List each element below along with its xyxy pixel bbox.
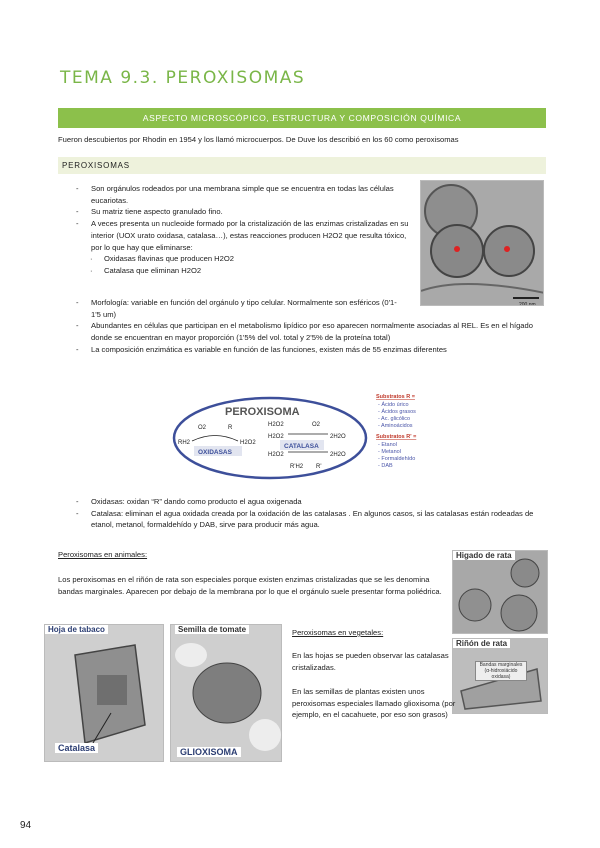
sub-list-item: · Catalasa que eliminan H2O2 xyxy=(76,265,412,277)
label-oxidasas: OXIDASAS xyxy=(198,449,232,456)
subs-r-item: - Aminoácidos xyxy=(378,423,413,429)
page-title: TEMA 9.3. PEROXISOMAS xyxy=(60,68,306,88)
glioxisoma-label: GLIOXISOMA xyxy=(177,747,241,757)
sub-list-item: · Oxidasas flavinas que producen H2O2 xyxy=(76,253,412,265)
subs-rp-title: Substratos R' = xyxy=(376,434,417,440)
label-h2o2: H2O2 xyxy=(268,422,284,428)
subs-r-title: Substratos R = xyxy=(376,394,415,400)
label-r: R xyxy=(228,425,233,431)
label-rh2: RH2 xyxy=(178,440,191,446)
plants-paragraph-1: En las hojas se pueden observar las catalasas cristalizadas. xyxy=(292,651,449,672)
list-item: - Abundantes en células que participan en el metabolismo lipídico por eso aparecen normalmente asociadas al REL. Es en el hígado donde se encuentran en mayor proporción (1'5% del vol. total y 2'5% de la proteína total) xyxy=(76,320,548,343)
scale-label: 200 nm xyxy=(519,302,536,306)
micrograph-tabaco xyxy=(44,624,164,762)
bandas-label: Bandas marginales (α-hidroxiácido oxidasa) xyxy=(475,661,527,681)
subs-rp-item: - Etanol xyxy=(378,442,397,448)
label-h2o2: H2O2 xyxy=(268,452,284,458)
micrograph-tomate xyxy=(170,624,282,762)
list-item: - Son orgánulos rodeados por una membrana simple que se encuentra en todas las células eucariotas. xyxy=(76,183,412,206)
animals-heading: Peroxisomas en animales: xyxy=(58,550,148,559)
page-number: 94 xyxy=(20,820,32,831)
label-o2: O2 xyxy=(312,422,321,428)
higado-label: Higado de rata xyxy=(453,551,515,560)
micrograph-drawing xyxy=(421,181,544,306)
diagram-title: PEROXISOMA xyxy=(225,406,300,418)
list-item: - A veces presenta un nucleoide formado por la cristalización de las enzimas cristalizadas en su interior (UOX urato oxidasa, catalasa…), estas reacciones producen H2O2 que resulta tóxico, por lo que hay que eliminarse: xyxy=(76,218,412,253)
peroxisome-diagram xyxy=(170,390,440,490)
list-item: - Catalasa: eliminan el agua oxidada creada por la oxidación de las catalasas . En algunos casos, si las catalasas están rodeadas de etanol, metanol, formaldehído y DAB, sirve para producir más agua. xyxy=(76,508,546,531)
bullet-list xyxy=(76,183,412,277)
tomate-label: Semilla de tomate xyxy=(175,625,249,634)
animals-paragraph: Los peroxisomas en el riñón de rata son especiales porque existen enzimas cristalizadas que se les denomina bandas marginales. Aparecen por debajo de la membrana por lo que el orgánulo suele presentar forma poliédrica. xyxy=(58,575,442,596)
subs-rp-item: - Formaldehído xyxy=(378,456,416,462)
label-h2o: 2H2O xyxy=(330,434,346,440)
label-catalasa: CATALASA xyxy=(284,443,319,450)
catalasa-label: Catalasa xyxy=(55,743,98,753)
list-item: - Morfología: variable en función del orgánulo y tipo celular. Normalmente son esféricos (0'1-1'5 um) xyxy=(76,297,406,320)
subs-r-item: - Ácido úrico xyxy=(378,402,409,408)
list-item: - La composición enzimática es variable en función de las funciones, existen más de 55 enzimas diferentes xyxy=(76,344,548,356)
subs-r-item: - Ac. glicólico xyxy=(378,416,411,422)
label-h2o2: H2O2 xyxy=(240,440,256,446)
plants-paragraph-2: En las semillas de plantas existen unos peroxisomas especiales llamado glioxisoma (por ejemplo, en el cacahuete, por eso son grasos) xyxy=(292,687,456,720)
bullet-list-2 xyxy=(76,297,548,356)
micrograph-peroxisome xyxy=(420,180,544,306)
plants-heading: Peroxisomas en vegetales: xyxy=(292,628,384,637)
label-rh2b: R'H2 xyxy=(290,464,304,470)
tabaco-drawing xyxy=(45,625,164,762)
bullet-list-3 xyxy=(76,496,546,531)
label-h2o2: H2O2 xyxy=(268,434,284,440)
intro-paragraph: Fueron descubiertos por Rhodin en 1954 y los llamó microcuerpos. De Duve los describió en los 60 como peroxisomas xyxy=(58,135,459,144)
label-h2o: 2H2O xyxy=(330,452,346,458)
label-o2: O2 xyxy=(198,425,207,431)
tabaco-label: Hoja de tabaco xyxy=(45,625,108,634)
label-rp: R' xyxy=(316,464,322,470)
subs-r-item: - Ácidos grasos xyxy=(378,409,416,415)
list-item: - Oxidasas: oxidan “R” dando como producto el agua oxigenada xyxy=(76,496,546,508)
section-heading: PEROXISOMAS xyxy=(58,157,546,174)
subs-rp-item: - DAB xyxy=(378,463,393,469)
higado-drawing xyxy=(453,551,548,634)
subs-rp-item: - Metanol xyxy=(378,449,401,455)
micrograph-higado xyxy=(452,550,548,634)
list-item: - Su matriz tiene aspecto granulado fino. xyxy=(76,206,412,218)
section-banner: ASPECTO MICROSCÓPICO, ESTRUCTURA Y COMPOSICIÓN QUÍMICA xyxy=(58,108,546,128)
tomate-drawing xyxy=(171,625,282,762)
micrograph-rinon xyxy=(452,638,548,714)
rinon-label: Riñón de rata xyxy=(453,639,510,648)
